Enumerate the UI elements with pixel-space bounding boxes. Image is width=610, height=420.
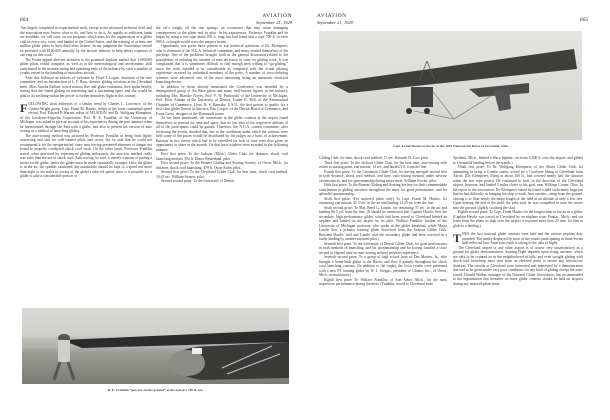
page-number-left: 604 xyxy=(20,17,29,23)
paragraph: In addition to those already mentioned the Conference was attended by a distinguished group of Air Race pilots and many well-known figures in the industry, including Mrs. Blanche Noyes, Prof. F. W. Pavlowski of the University of Michigan, Prof. Peter Altman of the University of Detroit, Luther K. Bell, of the Aeronautical Chamber of Commerce, Lieut. R. S. Barnaby, U.S.N., the first person to qualify for a first-class glider license in America, Ray Cooper, of the Detroit Board of Commerce, and Franz Gross, designer of the Darmstadt soarer. xyxy=(156,84,288,116)
glider-ground-photo xyxy=(22,308,289,384)
photo-caption-right: Capt. Frank Hawks in the air at the 1929 National Air Races at Cleveland, Ohio xyxy=(392,144,509,148)
glider-on-ground-illustration xyxy=(22,308,289,384)
paragraph: Opportunity was given those present to ask technical questions of Dr. Klemperer, who is chairman of the N.G.A. technical committee, and many availed themselves of the privilege. One of the problems brought forth in the general discussion related to the possibilities of reducing the number of men necessary to carry on gliding work. It was complained that it is sometimes difficult to find enough men willing to “go-gliding,” since the work entailed is so considerable as compared with the actual piloting experience received by individual members of the party. A number of crew-reducing schemes were advanced, one of the most interesting being an automatic electrical launching device. xyxy=(156,44,288,84)
paragraph: The Cleveland airport or any other airport is of course very unsatisfactory as a ground for glider demonstrations. Soaring flight depends upon rising currents, which are only to be counted on in the neighborhood of hills, and even straight gliding with shock-cord launching must start from an elevated point to secure any satisfactory duration. The crowds at Cleveland were interested and impressed by a demonstration that had to be given under very poor conditions for any kind of gliding except the auto-towed. Donald Walker, manager of the National Glider Association, has recommended to the organization that hereafter no more glider contests should be held on airports during any motored-plane meet. xyxy=(453,245,583,286)
prize-paragraph: Seventh second prize: To a group of high school boys of Des Moines, Ia., who brought a home-built glider to the Races, and flew it gamely throughout the shock cord launching contests. (In addition to the trophy, the Iowa youths were presented with a new PT training glider by W. J. Scripps, president of Gliders, Inc., of Orion, Mich., manufacturer.) xyxy=(319,255,447,277)
paragraph: As has been mentioned, the contestants in the glider contests at the airport found themselves so pressed for time and space, that no fair idea of the respective abilities of all of the participants could be gained. Therefore, the N.G.A. contest committee, after reviewing the events, decided that, due to the conditions under which the contests were held some of the prizes would be distributed by the judges on a basis of achievement. Entrants in two events which had to be cancelled for lack of time were thus given an opportunity to share in the awards. On that basis trophies were awarded in the following manner: xyxy=(156,116,288,152)
prize-paragraph: Second first prize: To the Cleveland Glider Club, for best time, shock cord method, 16.45 sec. William Strauss, pilot. xyxy=(156,170,288,179)
issue-date: September 21, 1929 xyxy=(317,19,353,25)
paragraph-text: HUS the first national glider contests were held and the various trophies duly awarded. The ability displayed by most of the youths participating in those events held reflected how American youth is taking to the idea of flight. xyxy=(462,232,583,245)
section-opening-paragraph xyxy=(20,102,152,134)
paragraph-text: OLLOWING short addresses of a similar trend by Charles L. Lawrence, of the Curtiss-Wright group, Capt. Frank M. Hawks, holder of the trans-continental speed record, Prof. Edward P. Warner, editor of AVIATION, and Dr. Wolfgang Klemperer, of the Goodyear-Zeppelin Corporation. Prof. R. E. Franklin, of the University of Michigan, was asked to give an account of his experiences during the past summer when he barnstormed through the East with a glider, and also to present his version of auto towing as a method of launching gliders. xyxy=(20,102,152,133)
left-page-column-1 xyxy=(20,26,152,179)
prize-paragraph: Ninth first prize: To Dr. Wolfgang Klemperer, of the Akron Glider Club, for attempting to bring a Condor soarer, towed by a Goodyear blimp to Cleveland from Akron. (Dr. Klemperer, flying at about 200 ft., had covered nearly half the distance when the tow rope parted. He continued to soar, in the direction of the Cleveland airport, however, and landed 5 miles closer to his goal, near Willings Corner, Ohio. In his report to the association, Dr. Klemperer stated he found a field sufficiently large but that he had difficulty in bringing his ship to earth, heat currents, rising from the ground, causing it to float nearly the entire length of the field at an altitude of only a few feet. Upon nearing the end of the field, the pilot said, he was compelled to nose the soarer into the ground, slightly cracking the skid. xyxy=(453,165,583,210)
prize-paragraph: Seventh first prize: To the University of Detroit Glider Club, for good performance in both methods of launching, and for sportsmanship and for having finished a close second in elapsed time on auto-towing without previous experience. xyxy=(319,241,447,255)
paragraph: Ypsilanti, Mich., behind a Waco biplane, cut loose 2,500 ft. over the airport, and glided to a beautiful landing before the stands.) xyxy=(453,156,583,165)
glider-in-air-photo xyxy=(319,31,582,140)
running-head-right xyxy=(317,14,353,25)
right-page-column-1 xyxy=(319,156,447,287)
prize-paragraph: Fifth first prize: To the Pioneer Gliding and Soaring Society for their commendable contribution to gliding activities throughout the meet, for good performance, and for splendid sportsmanship. xyxy=(319,183,447,196)
right-page xyxy=(305,0,610,420)
prize-paragraph: Second second prize: To the University of Detroit xyxy=(161,179,235,183)
prize-paragraph: First second prize: To the Pioneer Gliding and Soaring Society, of Orion, Mich., for distance, shock cord launching, 479 ft. Oscar Kuhn, pilot. xyxy=(156,161,288,170)
paragraph: The auto-towing method was pictured by Professor Franklin as being both highly interesting and safe for well-trained pilots and crews, but he said that he could not recommend it for the inexperienced, since auto towing presented elements of danger not found in properly conducted shock cord work. On the other hand, Professor Franklin stated, when practiced by experienced gliding enthusiasts, the auto-tow method really was safer than the use of shock cord. Auto towing, he said, is merely a means of putting a motor on the glider, hence the glider must be made structurally stronger. Once the glider is in the air, the speaker cautioned, the automobile should be kept to a speed not more than eight or ten miles in excess of the glider's take-off speed, since it is possible for a glider to take a considerable portion of xyxy=(20,133,153,178)
paragraph: the car's weight off the rear springs, an occurrence that may cause damaging consequences to the glider and its pilot. In his experiences, Professor Franklin and he began by using a tow-rope about 200 ft. long, but had found that a rope 700 ft. or even 800 ft. in length would serve the purpose better. xyxy=(156,26,288,44)
prize-paragraph: Eighth second prize: To Capt. Frank Hawks for the longest time in the air in a glider. (Captain Hawks was towed to Cleveland by an airplane from Pontiac, Mich., and cut loose from the plane so high over the airport it required more than 20 min. for him to glide to a landing.) xyxy=(453,210,583,228)
prize-paragraph: Fourth first prize: To the Cincinnati Glider Club, for having emerged second best in both distance, shock cord method, and time, auto-towing method, under adverse circumstances, and for sportsmanship during entire meet. William Fowler, pilot. xyxy=(319,169,447,183)
section-opening-paragraph xyxy=(453,232,583,246)
prize-paragraph: Sixth first prize: (For motored pilots only) To Capt. Frank M. Hawks, for remaining one minute, 45.5 sec. in the air and landing 14.25 yd. from the line. xyxy=(319,196,447,205)
glider-in-flight-illustration xyxy=(319,31,582,140)
photo-caption-left: R. E. Franklin “gets low on the ground” at the end of a 700 ft. tow xyxy=(107,388,204,392)
prize-paragraph: Third first prize: To the Jackson Glider Club, for the best time, auto-towing with return to starting point, one minute, 14 sec. and landed 5 ft. from the line. xyxy=(319,160,447,169)
paragraph: After this followed an address of welcome by Floyd J. Logan, chairman of the race committee, and an introduction of L. F. Ross, director gliding activities at the Cleveland meet. Miss Amelia Earhart, noted woman flier and glider enthusiast, then spoke briefly, stating that she found gliding an interesting and a fascinating sport, and she would be glad to do anything within her power to further motorless flight in this country. xyxy=(20,75,152,98)
drop-cap: T xyxy=(453,230,462,245)
left-page-column-2 xyxy=(156,26,288,184)
issue-date: September 21, 1929 xyxy=(256,19,292,25)
paragraph: “has largely completed its experimental work, except in the advanced technical field, and the association now knows what to do, and how to do it. As rapidly as sufficient funds are available, we will carry on our program, which aims for the organization of a glider club in every city, town, and hamlet in the United States, and the training of at least one million glider pilots to their third-class license. In my judgment the Association should be provided with $100,000 annually by the aircraft industry to help defray expenses of carrying on this work.” xyxy=(20,26,152,57)
magazine-title: AVIATION xyxy=(317,13,347,19)
right-page-column-2 xyxy=(453,156,583,286)
prize-paragraph: Gliding Club, for time, shock cord method, 15 sec. Kenneth H. Carr, pilot. xyxy=(319,156,429,160)
paragraph: The Evans appeal directed attention to the potential airplane market that 1,000,000 glider pilots would comprise, as well as to the meteorological and aerodynamic skill contributed to the manufacturing and operating ends of the industry by such a number of youths versed in the handling of motorless aircraft. xyxy=(20,57,152,75)
prize-paragraph: Eighth first prize: To Wallace Franklin, of Ann Arbor, Mich., for the most impressive performance during the meet. (Franklin, towed to Cleveland from xyxy=(319,277,447,286)
prize-paragraph: First first prize: To the Jackson (Mich.) Glider Club, for distance, shock cord launching method, 592 ft. Elmer Westerland, pilot. xyxy=(156,152,288,161)
magazine-title: AVIATION xyxy=(262,13,292,19)
prize-paragraph: Sixth second prize: To Maj. Reed G. Landis, for remaining 37 sec. in the air and landing 66.5 yd. from the line. (It should be mentioned that Captain Hawks flew the secondary, high performance glider, which had been towed to Cleveland behind an airplane and landed on the airport by its pilot, Wallace Franklin, brother of the University of Michigan professor who spoke at the glider breakfast, while Major Landis flew a primary training glider borrowed from the Jackson Glider Club. Between Hawks' trial and Landis' trial the secondary glider had been wrecked in a faulty landing by another motored pilot.) xyxy=(319,205,447,241)
drop-cap: F xyxy=(20,100,28,115)
page-number-right: 605 xyxy=(580,17,589,23)
running-head-left xyxy=(232,14,292,25)
